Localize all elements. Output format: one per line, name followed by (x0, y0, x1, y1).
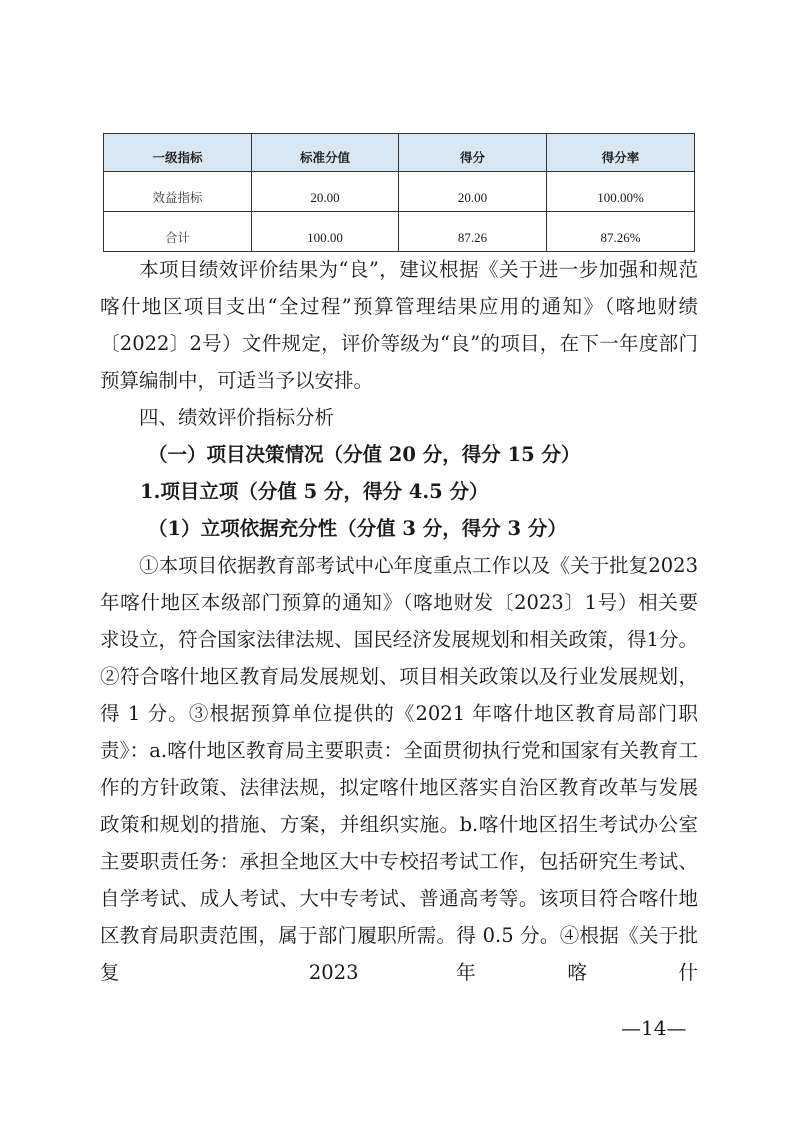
table-cell: 20.00 (252, 172, 399, 212)
table-cell: 效益指标 (104, 172, 252, 212)
header-score: 得分 (399, 134, 547, 172)
subheading-approval-basis: （1）立项依据充分性（分值 3 分，得分 3 分） (148, 517, 567, 540)
score-table (103, 133, 695, 252)
table-cell: 100.00 (252, 212, 399, 252)
table-cell: 87.26% (547, 212, 695, 252)
subheading-project-approval: 1.项目立项（分值 5 分，得分 4.5 分） (140, 480, 489, 503)
table-cell: 合计 (104, 212, 252, 252)
paragraph-approval-basis: ①本项目依据教育部考试中心年度重点工作以及《关于批复2023年喀什地区本级部门预算的通知》（喀地财发〔2023〕1号）相关要求设立，符合国家法律法规、国民经济发展规划和相关政策，得1分。②符合喀什地区教育局发展规划、项目相关政策以及行业发展规划，得 1 分。③根据预算单位提供的《2021 年喀什地区教育局部门职责》：a.喀什地区教育局主要职责：全面贯彻执行党和国家有关教育工作的方针政策、法律法规，拟定喀什地区落实自治区教育改革与发展政策和规划的措施、方案，并组织实施。b.喀什地区招生考试办公室主要职责任务：承担全地区大中专校招考试工作，包括研究生考试、自学考试、成人考试、大中专考试、普通高考等。该项目符合喀什地区教育局职责范围，属于部门履职所需。得 0.5 分。④根据《关于批复 2023 年喀什 (100, 554, 698, 984)
table-row (104, 212, 695, 252)
header-level1-indicator: 一级指标 (104, 134, 252, 172)
table-cell: 100.00% (547, 172, 695, 212)
table-header-row (104, 134, 695, 172)
header-standard-score: 标准分值 (252, 134, 399, 172)
document-body (100, 251, 698, 991)
table-cell: 20.00 (399, 172, 547, 212)
header-score-rate: 得分率 (547, 134, 695, 172)
paragraph-evaluation-result: 本项目绩效评价结果为“良”，建议根据《关于进一步加强和规范喀什地区项目支出“全过程”预算管理结果应用的通知》（喀地财绩〔2022〕2号）文件规定，评价等级为“良”的项目，在下一年度部门预算编制中，可适当予以安排。 (100, 258, 698, 392)
subheading-project-decision: （一）项目决策情况（分值 20 分，得分 15 分） (148, 443, 581, 466)
table-cell: 87.26 (399, 212, 547, 252)
page-number: —14— (621, 1016, 687, 1040)
table-row (104, 172, 695, 212)
section-heading-4: 四、绩效评价指标分析 (139, 406, 335, 429)
